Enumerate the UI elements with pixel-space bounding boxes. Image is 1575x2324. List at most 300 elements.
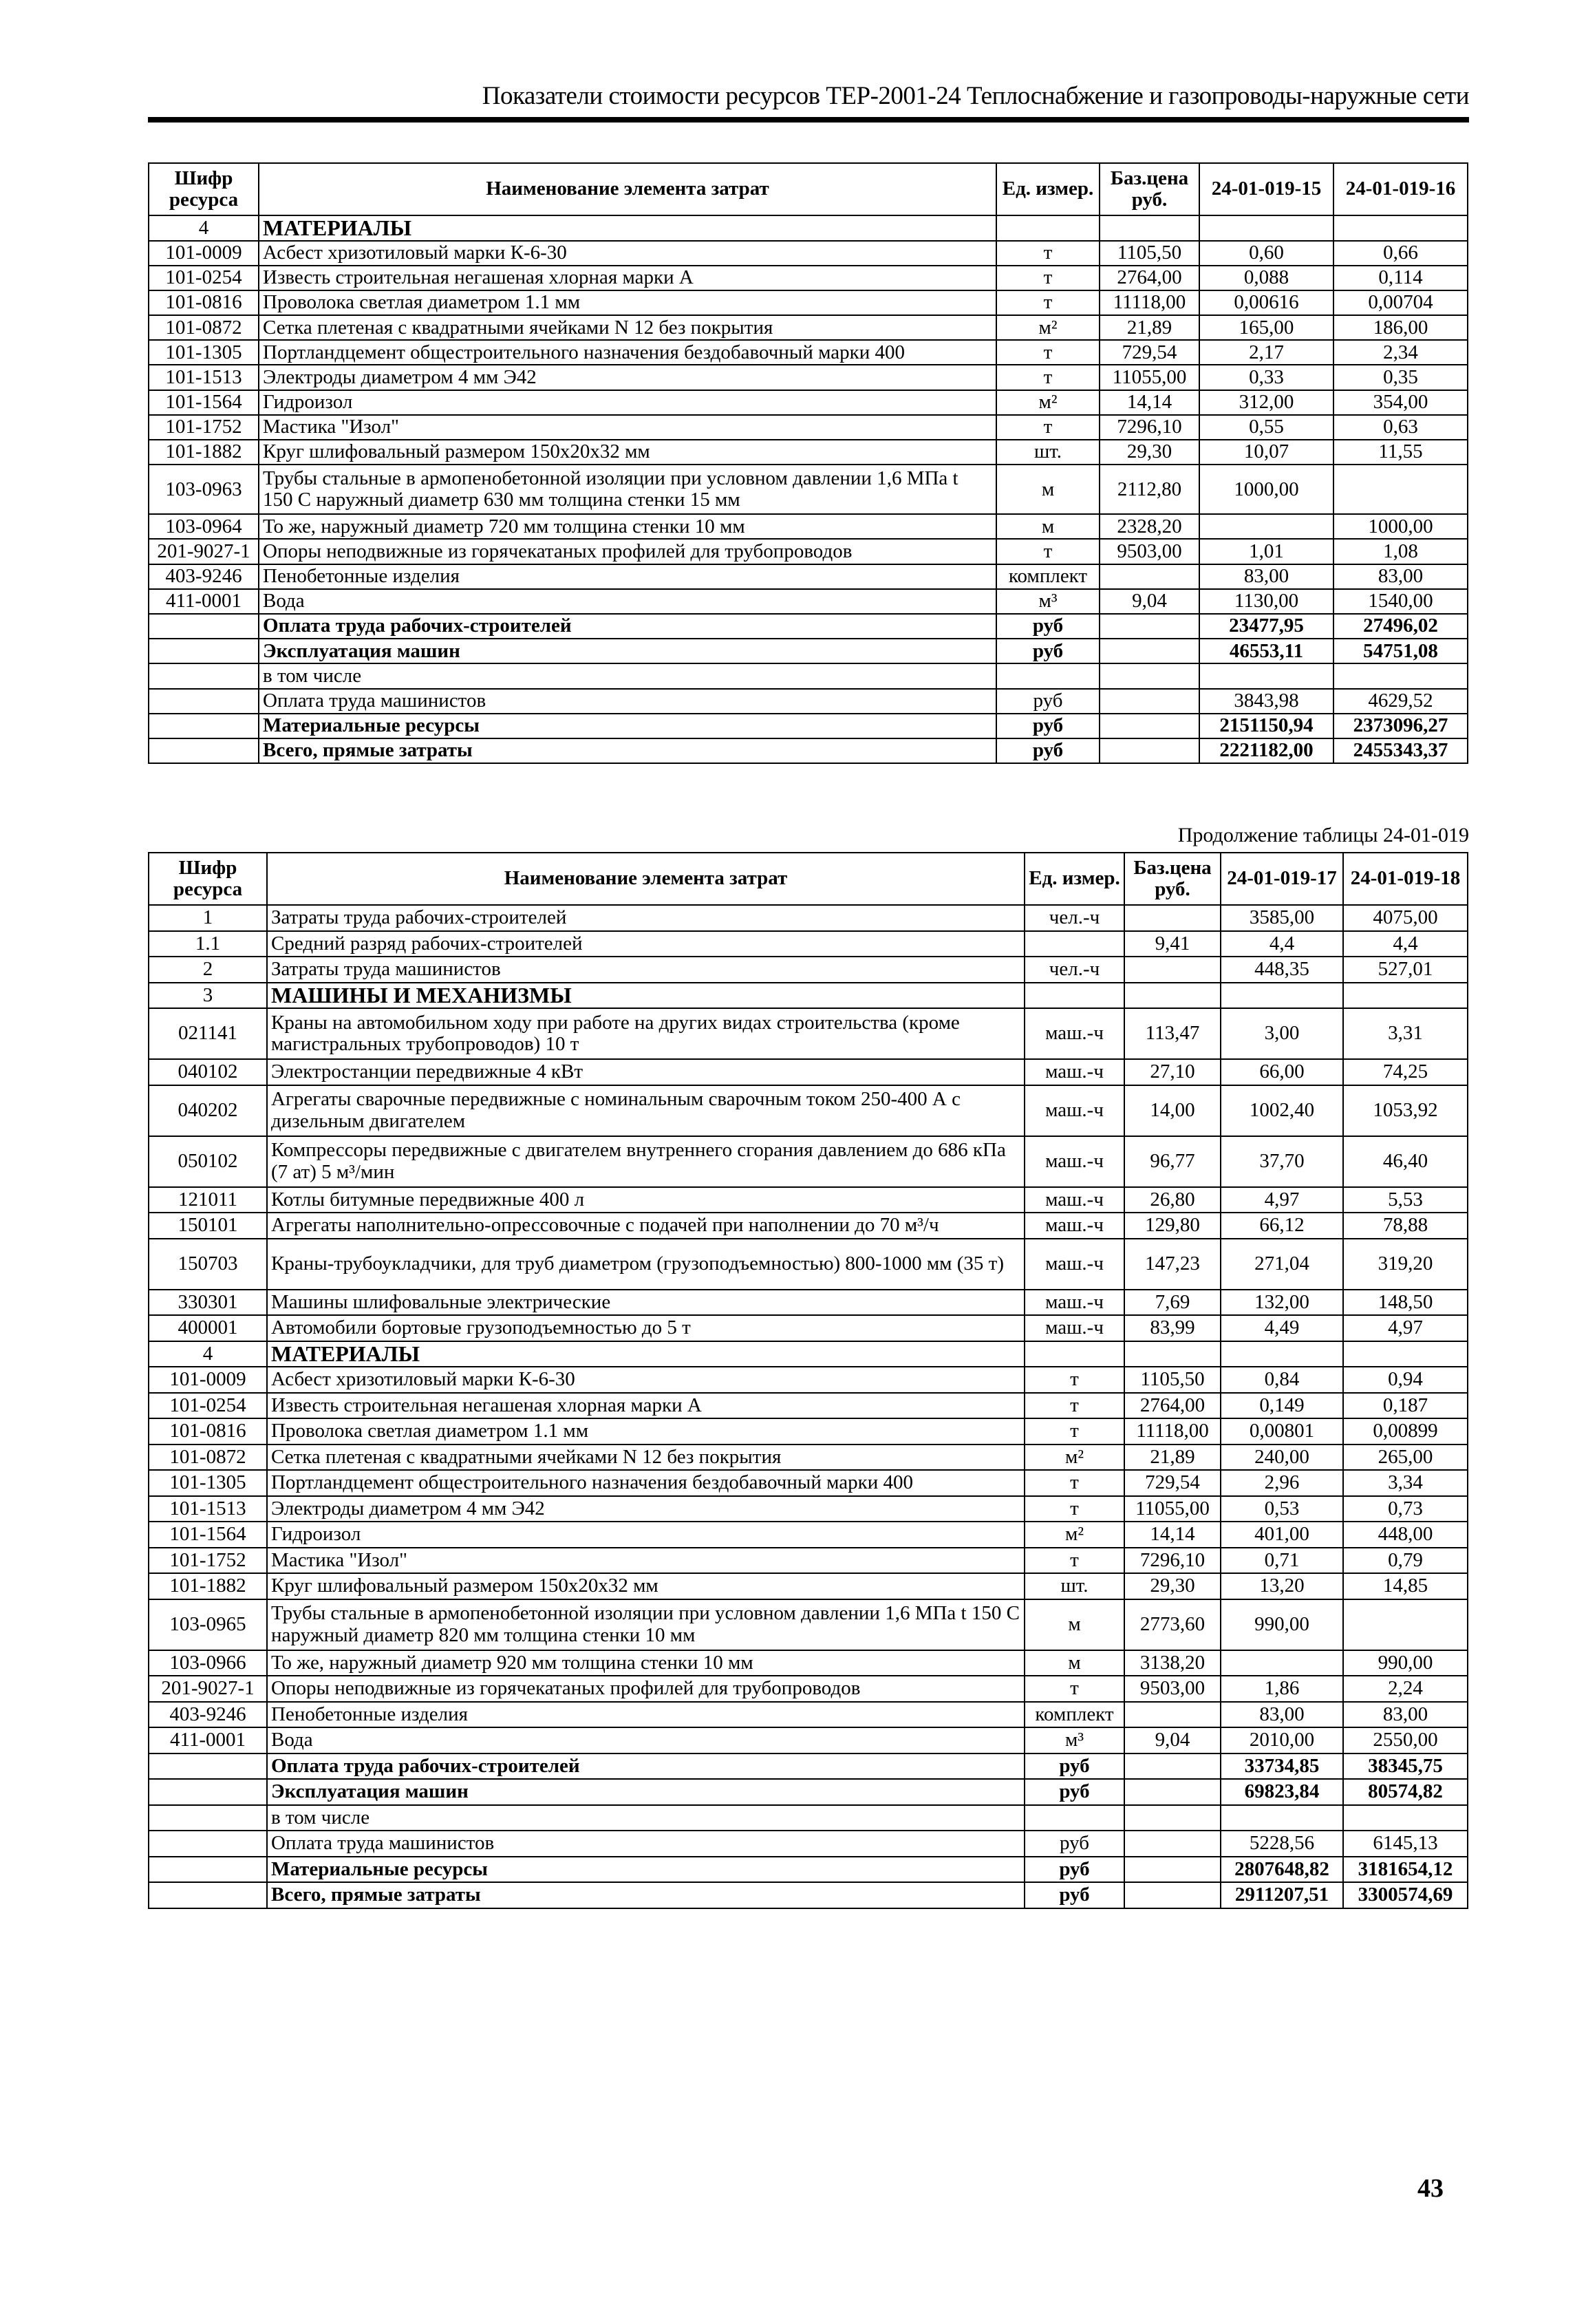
unit-cell: м³ [996, 589, 1100, 614]
unit-cell: руб [996, 614, 1100, 639]
unit-cell: т [1025, 1367, 1124, 1393]
unit-cell [1025, 1341, 1124, 1367]
total-row [149, 1753, 1468, 1780]
norm-value-b-cell [1343, 1599, 1468, 1650]
base-price-cell: 9,41 [1124, 931, 1221, 957]
element-name-cell: в том числе [267, 1805, 1025, 1831]
resource-code-cell: 4 [149, 215, 259, 241]
norm-value-b-cell: 4629,52 [1333, 689, 1468, 714]
norm-value-a-cell: 83,00 [1221, 1702, 1343, 1728]
base-price-cell: 1105,50 [1124, 1367, 1221, 1393]
table-row [149, 514, 1468, 539]
unit-cell: м² [996, 315, 1100, 340]
base-price-cell: 29,30 [1124, 1573, 1221, 1599]
resource-code-cell: 101-0254 [149, 266, 259, 290]
base-price-cell: 7296,10 [1124, 1548, 1221, 1574]
table-row [149, 1470, 1468, 1496]
norm-value-a-cell: 69823,84 [1221, 1779, 1343, 1805]
table-row [149, 1805, 1468, 1831]
norm-value-b-cell: 2,34 [1333, 340, 1468, 365]
table-row [149, 241, 1468, 266]
base-price-cell: 2112,80 [1100, 465, 1199, 514]
norm-value-b-cell: 74,25 [1343, 1059, 1468, 1085]
resource-code-cell: 1.1 [149, 931, 267, 957]
base-price-cell: 11118,00 [1100, 290, 1199, 315]
element-name-cell: То же, наружный диаметр 920 мм толщина стенки 10 мм [267, 1650, 1025, 1676]
resource-code-cell: 101-0816 [149, 290, 259, 315]
col-header-norm-18: 24-01-019-18 [1343, 853, 1468, 905]
base-price-cell: 29,30 [1100, 440, 1199, 465]
resource-code-cell: 411-0001 [149, 589, 259, 614]
element-name-cell: Всего, прямые затраты [267, 1882, 1025, 1908]
norm-value-b-cell: 186,00 [1333, 315, 1468, 340]
header-rule [148, 117, 1469, 122]
norm-value-a-cell: 0,149 [1221, 1393, 1343, 1419]
table-row [149, 1213, 1468, 1239]
norm-value-b-cell: 54751,08 [1333, 639, 1468, 663]
unit-cell: м² [1025, 1522, 1124, 1548]
unit-cell: м [1025, 1650, 1124, 1676]
norm-value-b-cell: 6145,13 [1343, 1831, 1468, 1857]
unit-cell: т [1025, 1676, 1124, 1702]
resource-code-cell [149, 1779, 267, 1805]
resource-code-cell: 101-1564 [149, 390, 259, 415]
base-price-cell: 2328,20 [1100, 514, 1199, 539]
norm-value-a-cell: 0,71 [1221, 1548, 1343, 1574]
total-row [149, 1882, 1468, 1908]
resource-code-cell [149, 738, 259, 763]
unit-cell: т [996, 290, 1100, 315]
element-name-cell: Круг шлифовальный размером 150x20x32 мм [259, 440, 996, 465]
table-row [149, 905, 1468, 931]
norm-value-a-cell: 0,60 [1199, 241, 1333, 266]
norm-value-b-cell: 990,00 [1343, 1650, 1468, 1676]
table-row [149, 315, 1468, 340]
resource-code-cell: 101-1882 [149, 440, 259, 465]
total-row [149, 714, 1468, 738]
base-price-cell [1124, 983, 1221, 1009]
unit-cell: комплект [996, 564, 1100, 589]
base-price-cell: 9503,00 [1100, 539, 1199, 564]
norm-value-b-cell: 448,00 [1343, 1522, 1468, 1548]
table-row [149, 1290, 1468, 1316]
resource-code-cell [149, 1831, 267, 1857]
norm-value-a-cell: 3,00 [1221, 1008, 1343, 1059]
element-name-cell: Оплата труда машинистов [259, 689, 996, 714]
norm-value-a-cell: 401,00 [1221, 1522, 1343, 1548]
table-row [149, 390, 1468, 415]
base-price-cell: 9,04 [1100, 589, 1199, 614]
norm-value-b-cell: 3300574,69 [1343, 1882, 1468, 1908]
norm-value-a-cell: 448,35 [1221, 957, 1343, 983]
table-row [149, 1315, 1468, 1341]
unit-cell: маш.-ч [1025, 1008, 1124, 1059]
element-name-cell: Опоры неподвижные из горячекатаных профилей для трубопроводов [259, 539, 996, 564]
norm-value-a-cell: 46553,11 [1199, 639, 1333, 663]
resource-code-cell [149, 689, 259, 714]
unit-cell: руб [996, 689, 1100, 714]
norm-value-a-cell: 990,00 [1221, 1599, 1343, 1650]
norm-value-b-cell [1343, 1805, 1468, 1831]
resource-code-cell: 403-9246 [149, 564, 259, 589]
norm-value-b-cell: 354,00 [1333, 390, 1468, 415]
base-price-cell: 7,69 [1124, 1290, 1221, 1316]
unit-cell: руб [996, 714, 1100, 738]
norm-value-a-cell: 165,00 [1199, 315, 1333, 340]
base-price-cell: 21,89 [1124, 1444, 1221, 1471]
resource-code-cell: 103-0964 [149, 514, 259, 539]
base-price-cell: 7296,10 [1100, 415, 1199, 440]
element-name-cell: Проволока светлая диаметром 1.1 мм [267, 1418, 1025, 1444]
unit-cell [1025, 931, 1124, 957]
total-row [149, 738, 1468, 763]
base-price-cell: 129,80 [1124, 1213, 1221, 1239]
element-name-cell: МАТЕРИАЛЫ [259, 215, 996, 241]
resource-code-cell: 101-0254 [149, 1393, 267, 1419]
table-row [149, 1418, 1468, 1444]
norm-value-b-cell: 0,00899 [1343, 1418, 1468, 1444]
table-header-row [149, 163, 1468, 215]
resource-code-cell: 040202 [149, 1085, 267, 1136]
total-row [149, 639, 1468, 663]
element-name-cell: Агрегаты сварочные передвижные с номинальным сварочным током 250-400 А с дизельным двигателем [267, 1085, 1025, 1136]
col-header-unit: Ед. измер. [1025, 853, 1124, 905]
table-row [149, 365, 1468, 390]
norm-value-b-cell: 2373096,27 [1333, 714, 1468, 738]
norm-value-a-cell: 83,00 [1199, 564, 1333, 589]
table-row [149, 1702, 1468, 1728]
norm-value-a-cell: 33734,85 [1221, 1753, 1343, 1780]
element-name-cell: Асбест хризотиловый марки К-6-30 [259, 241, 996, 266]
resource-code-cell: 101-0872 [149, 1444, 267, 1471]
unit-cell: т [996, 365, 1100, 390]
base-price-cell: 14,14 [1124, 1522, 1221, 1548]
norm-value-a-cell [1221, 983, 1343, 1009]
norm-value-b-cell: 0,63 [1333, 415, 1468, 440]
norm-value-b-cell: 3,31 [1343, 1008, 1468, 1059]
element-name-cell: Котлы битумные передвижные 400 л [267, 1187, 1025, 1213]
base-price-cell [1124, 1753, 1221, 1780]
unit-cell: шт. [996, 440, 1100, 465]
base-price-cell: 729,54 [1124, 1470, 1221, 1496]
col-header-code: Шифр ресурса [149, 163, 259, 215]
resource-code-cell: 050102 [149, 1136, 267, 1187]
resource-code-cell: 101-0009 [149, 1367, 267, 1393]
section-row [149, 215, 1468, 241]
norm-value-b-cell: 265,00 [1343, 1444, 1468, 1471]
norm-value-b-cell [1333, 215, 1468, 241]
norm-value-a-cell: 1130,00 [1199, 589, 1333, 614]
norm-value-b-cell: 0,73 [1343, 1496, 1468, 1522]
norm-value-b-cell: 0,114 [1333, 266, 1468, 290]
unit-cell: маш.-ч [1025, 1059, 1124, 1085]
norm-value-a-cell: 0,088 [1199, 266, 1333, 290]
base-price-cell: 21,89 [1100, 315, 1199, 340]
element-name-cell: Электроды диаметром 4 мм Э42 [267, 1496, 1025, 1522]
base-price-cell [1124, 905, 1221, 931]
resource-code-cell: 400001 [149, 1315, 267, 1341]
norm-value-a-cell: 4,4 [1221, 931, 1343, 957]
norm-value-b-cell: 80574,82 [1343, 1779, 1468, 1805]
norm-value-a-cell: 271,04 [1221, 1239, 1343, 1290]
resource-code-cell: 101-1305 [149, 340, 259, 365]
norm-value-b-cell: 319,20 [1343, 1239, 1468, 1290]
base-price-cell: 14,14 [1100, 390, 1199, 415]
total-row [149, 614, 1468, 639]
norm-value-a-cell: 132,00 [1221, 1290, 1343, 1316]
norm-value-b-cell: 4,4 [1343, 931, 1468, 957]
resource-code-cell: 150101 [149, 1213, 267, 1239]
norm-value-a-cell: 2010,00 [1221, 1727, 1343, 1753]
col-header-unit: Ед. измер. [996, 163, 1100, 215]
element-name-cell: Средний разряд рабочих-строителей [267, 931, 1025, 957]
page-header-title: Показатели стоимости ресурсов ТЕР-2001-24 Теплоснабжение и газопроводы-наружные сети [482, 82, 1469, 110]
table-row [149, 589, 1468, 614]
element-name-cell: Агрегаты наполнительно-опрессовочные с подачей при наполнении до 70 м³/ч [267, 1213, 1025, 1239]
table-row [149, 1444, 1468, 1471]
resource-code-cell: 103-0965 [149, 1599, 267, 1650]
unit-cell [996, 215, 1100, 241]
element-name-cell: Эксплуатация машин [259, 639, 996, 663]
norm-value-b-cell: 527,01 [1343, 957, 1468, 983]
table-row [149, 931, 1468, 957]
table-row [149, 1085, 1468, 1136]
norm-value-a-cell: 0,33 [1199, 365, 1333, 390]
element-name-cell: Пенобетонные изделия [259, 564, 996, 589]
section-row [149, 983, 1468, 1009]
element-name-cell: Затраты труда рабочих-строителей [267, 905, 1025, 931]
table-row [149, 1059, 1468, 1085]
resource-code-cell: 101-1752 [149, 415, 259, 440]
resource-table-2 [148, 852, 1468, 1909]
unit-cell: руб [1025, 1779, 1124, 1805]
norm-value-a-cell: 240,00 [1221, 1444, 1343, 1471]
unit-cell: т [1025, 1418, 1124, 1444]
base-price-cell: 11118,00 [1124, 1418, 1221, 1444]
element-name-cell: Оплата труда рабочих-строителей [259, 614, 996, 639]
element-name-cell: Гидроизол [267, 1522, 1025, 1548]
norm-value-a-cell: 0,00801 [1221, 1418, 1343, 1444]
element-name-cell: в том числе [259, 663, 996, 688]
resource-code-cell: 330301 [149, 1290, 267, 1316]
page-number: 43 [1417, 2174, 1444, 2203]
table-row [149, 957, 1468, 983]
table-row [149, 1239, 1468, 1290]
base-price-cell [1124, 1882, 1221, 1908]
element-name-cell: Опоры неподвижные из горячекатаных профилей для трубопроводов [267, 1676, 1025, 1702]
norm-value-a-cell: 2,96 [1221, 1470, 1343, 1496]
element-name-cell: Электростанции передвижные 4 кВт [267, 1059, 1025, 1085]
unit-cell [996, 663, 1100, 688]
norm-value-b-cell: 1000,00 [1333, 514, 1468, 539]
norm-value-b-cell: 2,24 [1343, 1676, 1468, 1702]
unit-cell [1025, 1805, 1124, 1831]
base-price-cell: 113,47 [1124, 1008, 1221, 1059]
norm-value-a-cell: 4,97 [1221, 1187, 1343, 1213]
unit-cell: руб [1025, 1882, 1124, 1908]
unit-cell: т [996, 340, 1100, 365]
resource-code-cell: 403-9246 [149, 1702, 267, 1728]
col-header-name: Наименование элемента затрат [259, 163, 996, 215]
norm-value-a-cell: 1,01 [1199, 539, 1333, 564]
resource-code-cell: 411-0001 [149, 1727, 267, 1753]
base-price-cell: 11055,00 [1124, 1496, 1221, 1522]
norm-value-a-cell: 312,00 [1199, 390, 1333, 415]
unit-cell: маш.-ч [1025, 1213, 1124, 1239]
base-price-cell: 83,99 [1124, 1315, 1221, 1341]
base-price-cell [1124, 1702, 1221, 1728]
norm-value-a-cell [1221, 1805, 1343, 1831]
table-row [149, 539, 1468, 564]
norm-value-b-cell: 3181654,12 [1343, 1857, 1468, 1883]
unit-cell: м² [996, 390, 1100, 415]
norm-value-a-cell: 1002,40 [1221, 1085, 1343, 1136]
element-name-cell: Материальные ресурсы [267, 1857, 1025, 1883]
base-price-cell: 2773,60 [1124, 1599, 1221, 1650]
table-row [149, 689, 1468, 714]
norm-value-b-cell: 83,00 [1343, 1702, 1468, 1728]
norm-value-a-cell: 4,49 [1221, 1315, 1343, 1341]
resource-code-cell: 3 [149, 983, 267, 1009]
norm-value-a-cell [1199, 215, 1333, 241]
unit-cell: чел.-ч [1025, 957, 1124, 983]
table-header-row [149, 853, 1468, 905]
base-price-cell [1124, 1779, 1221, 1805]
norm-value-a-cell: 2221182,00 [1199, 738, 1333, 763]
norm-value-b-cell: 0,79 [1343, 1548, 1468, 1574]
resource-code-cell [149, 614, 259, 639]
element-name-cell: Сетка плетеная с квадратными ячейками N 12 без покрытия [267, 1444, 1025, 1471]
unit-cell: т [996, 266, 1100, 290]
unit-cell: м³ [1025, 1727, 1124, 1753]
unit-cell: м [1025, 1599, 1124, 1650]
norm-value-a-cell: 0,84 [1221, 1367, 1343, 1393]
norm-value-b-cell: 5,53 [1343, 1187, 1468, 1213]
norm-value-b-cell: 2550,00 [1343, 1727, 1468, 1753]
element-name-cell: Асбест хризотиловый марки К-6-30 [267, 1367, 1025, 1393]
norm-value-b-cell: 78,88 [1343, 1213, 1468, 1239]
unit-cell: чел.-ч [1025, 905, 1124, 931]
resource-code-cell: 4 [149, 1341, 267, 1367]
unit-cell: маш.-ч [1025, 1187, 1124, 1213]
element-name-cell: Известь строительная негашеная хлорная марки А [259, 266, 996, 290]
table-row [149, 1831, 1468, 1857]
element-name-cell: МАШИНЫ И МЕХАНИЗМЫ [267, 983, 1025, 1009]
resource-code-cell: 101-0816 [149, 1418, 267, 1444]
base-price-cell: 147,23 [1124, 1239, 1221, 1290]
total-row [149, 1779, 1468, 1805]
table-row [149, 440, 1468, 465]
norm-value-b-cell: 4,97 [1343, 1315, 1468, 1341]
base-price-cell: 1105,50 [1100, 241, 1199, 266]
element-name-cell: Затраты труда машинистов [267, 957, 1025, 983]
norm-value-a-cell: 3585,00 [1221, 905, 1343, 931]
element-name-cell: МАТЕРИАЛЫ [267, 1341, 1025, 1367]
table-row [149, 564, 1468, 589]
table-row [149, 1393, 1468, 1419]
element-name-cell: Трубы стальные в армопенобетонной изоляции при условном давлении 1,6 МПа t 150 С наружный диаметр 820 мм толщина стенки 10 мм [267, 1599, 1025, 1650]
norm-value-a-cell: 1000,00 [1199, 465, 1333, 514]
unit-cell: руб [996, 639, 1100, 663]
table-row [149, 1727, 1468, 1753]
norm-value-b-cell: 14,85 [1343, 1573, 1468, 1599]
element-name-cell: То же, наружный диаметр 720 мм толщина стенки 10 мм [259, 514, 996, 539]
unit-cell: т [1025, 1548, 1124, 1574]
table-row [149, 415, 1468, 440]
base-price-cell: 9503,00 [1124, 1676, 1221, 1702]
norm-value-b-cell: 0,35 [1333, 365, 1468, 390]
norm-value-a-cell: 0,55 [1199, 415, 1333, 440]
unit-cell: т [996, 241, 1100, 266]
norm-value-b-cell: 1540,00 [1333, 589, 1468, 614]
element-name-cell: Вода [267, 1727, 1025, 1753]
resource-code-cell: 121011 [149, 1187, 267, 1213]
element-name-cell: Гидроизол [259, 390, 996, 415]
norm-value-b-cell [1343, 1341, 1468, 1367]
element-name-cell: Пенобетонные изделия [267, 1702, 1025, 1728]
resource-code-cell [149, 1882, 267, 1908]
element-name-cell: Краны-трубоукладчики, для труб диаметром (грузоподъемностью) 800-1000 мм (35 т) [267, 1239, 1025, 1290]
table-row [149, 663, 1468, 688]
base-price-cell [1124, 1805, 1221, 1831]
element-name-cell: Машины шлифовальные электрические [267, 1290, 1025, 1316]
resource-code-cell: 101-1752 [149, 1548, 267, 1574]
base-price-cell: 27,10 [1124, 1059, 1221, 1085]
norm-value-a-cell: 5228,56 [1221, 1831, 1343, 1857]
total-row [149, 1857, 1468, 1883]
unit-cell: руб [1025, 1831, 1124, 1857]
resource-code-cell [149, 1857, 267, 1883]
norm-value-a-cell: 23477,95 [1199, 614, 1333, 639]
resource-code-cell [149, 663, 259, 688]
resource-code-cell: 101-0009 [149, 241, 259, 266]
table-row [149, 1367, 1468, 1393]
base-price-cell: 2764,00 [1124, 1393, 1221, 1419]
element-name-cell: Компрессоры передвижные с двигателем внутреннего сгорания давлением до 686 кПа (7 ат) 5 м³/мин [267, 1136, 1025, 1187]
base-price-cell: 96,77 [1124, 1136, 1221, 1187]
table-row [149, 1187, 1468, 1213]
base-price-cell: 11055,00 [1100, 365, 1199, 390]
norm-value-b-cell: 0,66 [1333, 241, 1468, 266]
norm-value-a-cell: 2,17 [1199, 340, 1333, 365]
section-row [149, 1341, 1468, 1367]
norm-value-a-cell: 1,86 [1221, 1676, 1343, 1702]
resource-code-cell: 2 [149, 957, 267, 983]
unit-cell: маш.-ч [1025, 1239, 1124, 1290]
element-name-cell: Материальные ресурсы [259, 714, 996, 738]
norm-value-b-cell: 2455343,37 [1333, 738, 1468, 763]
resource-code-cell: 101-1513 [149, 1496, 267, 1522]
table-row [149, 1136, 1468, 1187]
base-price-cell: 729,54 [1100, 340, 1199, 365]
base-price-cell: 9,04 [1124, 1727, 1221, 1753]
base-price-cell: 26,80 [1124, 1187, 1221, 1213]
norm-value-b-cell: 1,08 [1333, 539, 1468, 564]
norm-value-b-cell: 0,00704 [1333, 290, 1468, 315]
table-row [149, 1650, 1468, 1676]
table-row [149, 465, 1468, 514]
element-name-cell: Мастика "Изол" [259, 415, 996, 440]
norm-value-a-cell: 0,00616 [1199, 290, 1333, 315]
norm-value-a-cell: 0,53 [1221, 1496, 1343, 1522]
norm-value-a-cell: 2911207,51 [1221, 1882, 1343, 1908]
table-row [149, 1522, 1468, 1548]
unit-cell: комплект [1025, 1702, 1124, 1728]
col-header-norm-17: 24-01-019-17 [1221, 853, 1343, 905]
element-name-cell: Мастика "Изол" [267, 1548, 1025, 1574]
unit-cell: руб [1025, 1857, 1124, 1883]
col-header-norm-16: 24-01-019-16 [1333, 163, 1468, 215]
